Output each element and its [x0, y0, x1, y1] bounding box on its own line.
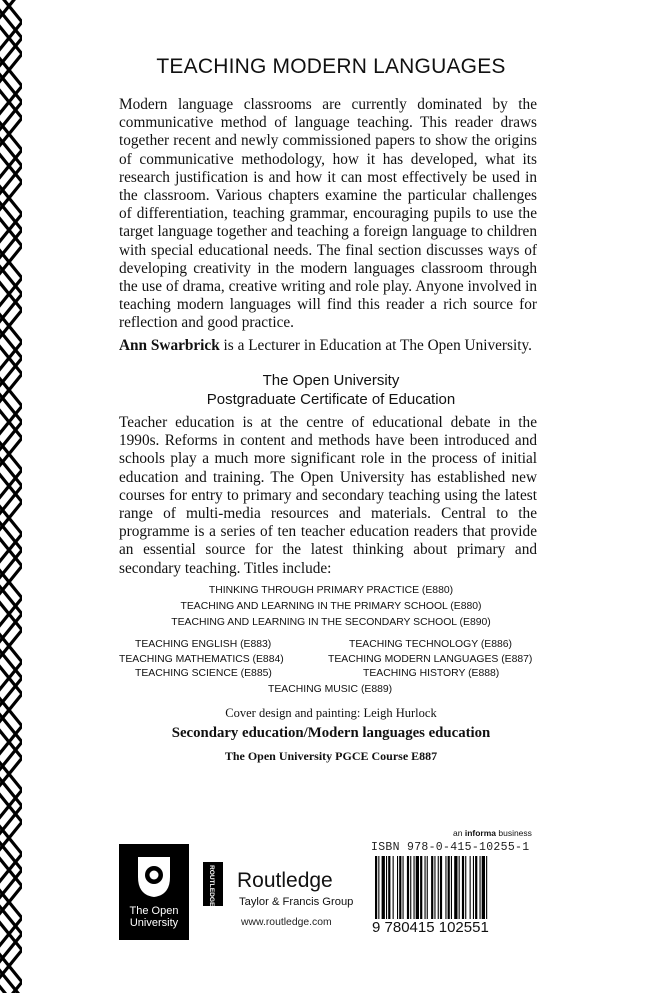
series-title: TEACHING MODERN LANGUAGES (E887) — [328, 653, 533, 665]
series-title: TEACHING AND LEARNING IN THE PRIMARY SCHOOL (E880) — [180, 601, 482, 612]
routledge-logo-icon — [203, 862, 229, 906]
barcode-bar — [399, 856, 401, 920]
logo-text-line1: The Open — [129, 905, 179, 917]
barcode-bar — [473, 856, 474, 920]
barcode-bar — [448, 856, 450, 920]
publisher-name: Routledge — [237, 869, 333, 892]
barcode-bar — [470, 856, 471, 920]
barcode-bar — [459, 856, 460, 920]
barcode-bar — [410, 856, 411, 920]
barcode-bar — [475, 856, 477, 920]
programme-heading-line1: The Open University — [262, 372, 400, 389]
barcode-bar — [440, 856, 442, 920]
author-line — [119, 337, 539, 355]
barcode-bar — [397, 856, 398, 920]
programme-heading-line2: Postgraduate Certificate of Education — [206, 391, 456, 408]
barcode-bar — [451, 856, 452, 920]
informa-business-label: an informa business — [453, 828, 532, 838]
series-title: TEACHING HISTORY (E888) — [363, 668, 500, 679]
series-titles-list — [0, 583, 662, 631]
series-title: THINKING THROUGH PRIMARY PRACTICE (E880) — [208, 585, 454, 596]
logo-text-line2: University — [129, 917, 179, 929]
barcode-number: 9 780415 102551 — [372, 919, 489, 936]
decorative-border — [0, 0, 22, 993]
barcode-bar — [388, 856, 390, 920]
series-title: TEACHING TECHNOLOGY (E886) — [349, 639, 513, 650]
barcode-bar — [454, 856, 457, 920]
barcode-bar — [403, 856, 404, 920]
barcode-bar — [480, 856, 481, 920]
barcode-bar — [465, 856, 466, 920]
isbn-label: ISBN 978-0-415-10255-1 — [371, 841, 530, 854]
routledge-logo-letters: ROUTLEDGE — [208, 865, 215, 906]
series-title: TEACHING SCIENCE (E885) — [135, 668, 272, 679]
publisher-url: www.routledge.com — [241, 917, 332, 928]
book-title: TEACHING MODERN LANGUAGES — [156, 55, 506, 78]
open-university-shield-icon — [136, 855, 172, 899]
book-description: Modern language classrooms are currently dominated by the communicative method of language teaching. This reader draws together recent and newly commissioned papers to show the origins of communicative methodology, how it has developed, what its research justification is and how it can most effectively be used in the classroom. Various chapters examine the particular challenges of differentiation, teaching grammar, encouraging pupils to use the target language together and teaching a foreign language to children with special educational needs. The final section discusses ways of developing creativity in the modern languages classroom through the use of drama, creative writing and role play. Anyone involved in teaching modern languages will find this reader a rich source for reflection and good practice. — [119, 96, 537, 332]
subject-category: Secondary education/Modern languages education — [171, 725, 491, 741]
barcode-bar — [416, 856, 419, 920]
barcode-bar — [382, 856, 385, 920]
barcode-bar — [407, 856, 409, 920]
open-university-logo — [119, 844, 189, 940]
series-title: TEACHING MATHEMATICS (E884) — [119, 653, 284, 665]
programme-heading — [0, 371, 662, 409]
series-title: TEACHING AND LEARNING IN THE SECONDARY SCHOOL (E890) — [171, 617, 491, 628]
open-university-name — [119, 905, 189, 929]
barcode-bar — [482, 856, 485, 920]
barcode-bar — [425, 856, 426, 920]
author-name: Ann Swarbrick — [119, 337, 220, 354]
barcode-bar — [445, 856, 446, 920]
series-title: TEACHING MUSIC (E889) — [268, 684, 393, 695]
barcode-bar — [386, 856, 387, 920]
cover-credit: Cover design and painting: Leigh Hurlock — [225, 706, 437, 720]
author-bio: is a Lecturer in Education at The Open University. — [219, 337, 532, 354]
barcode-bar — [420, 856, 422, 920]
barcode-bar — [427, 856, 428, 920]
barcode-bar — [393, 856, 394, 920]
barcode-bar — [462, 856, 464, 920]
publisher-group: Taylor & Francis Group — [239, 896, 354, 908]
barcode-bar — [438, 856, 439, 920]
course-code: The Open University PGCE Course E887 — [224, 749, 438, 763]
programme-description: Teacher education is at the centre of educational debate in the 1990s. Reforms in content and methods have been introduced and schools play a much more significant role in the process of initial education and training. The Open University has established new courses for entry to primary and secondary teaching using the latest range of multi-media resources and materials. Central to the programme is a series of ten teacher education readers that provide an essential source for the latest thinking about primary and secondary teaching. Titles include: — [119, 414, 537, 577]
series-title: TEACHING ENGLISH (E883) — [135, 639, 272, 650]
barcode-bar — [414, 856, 415, 920]
